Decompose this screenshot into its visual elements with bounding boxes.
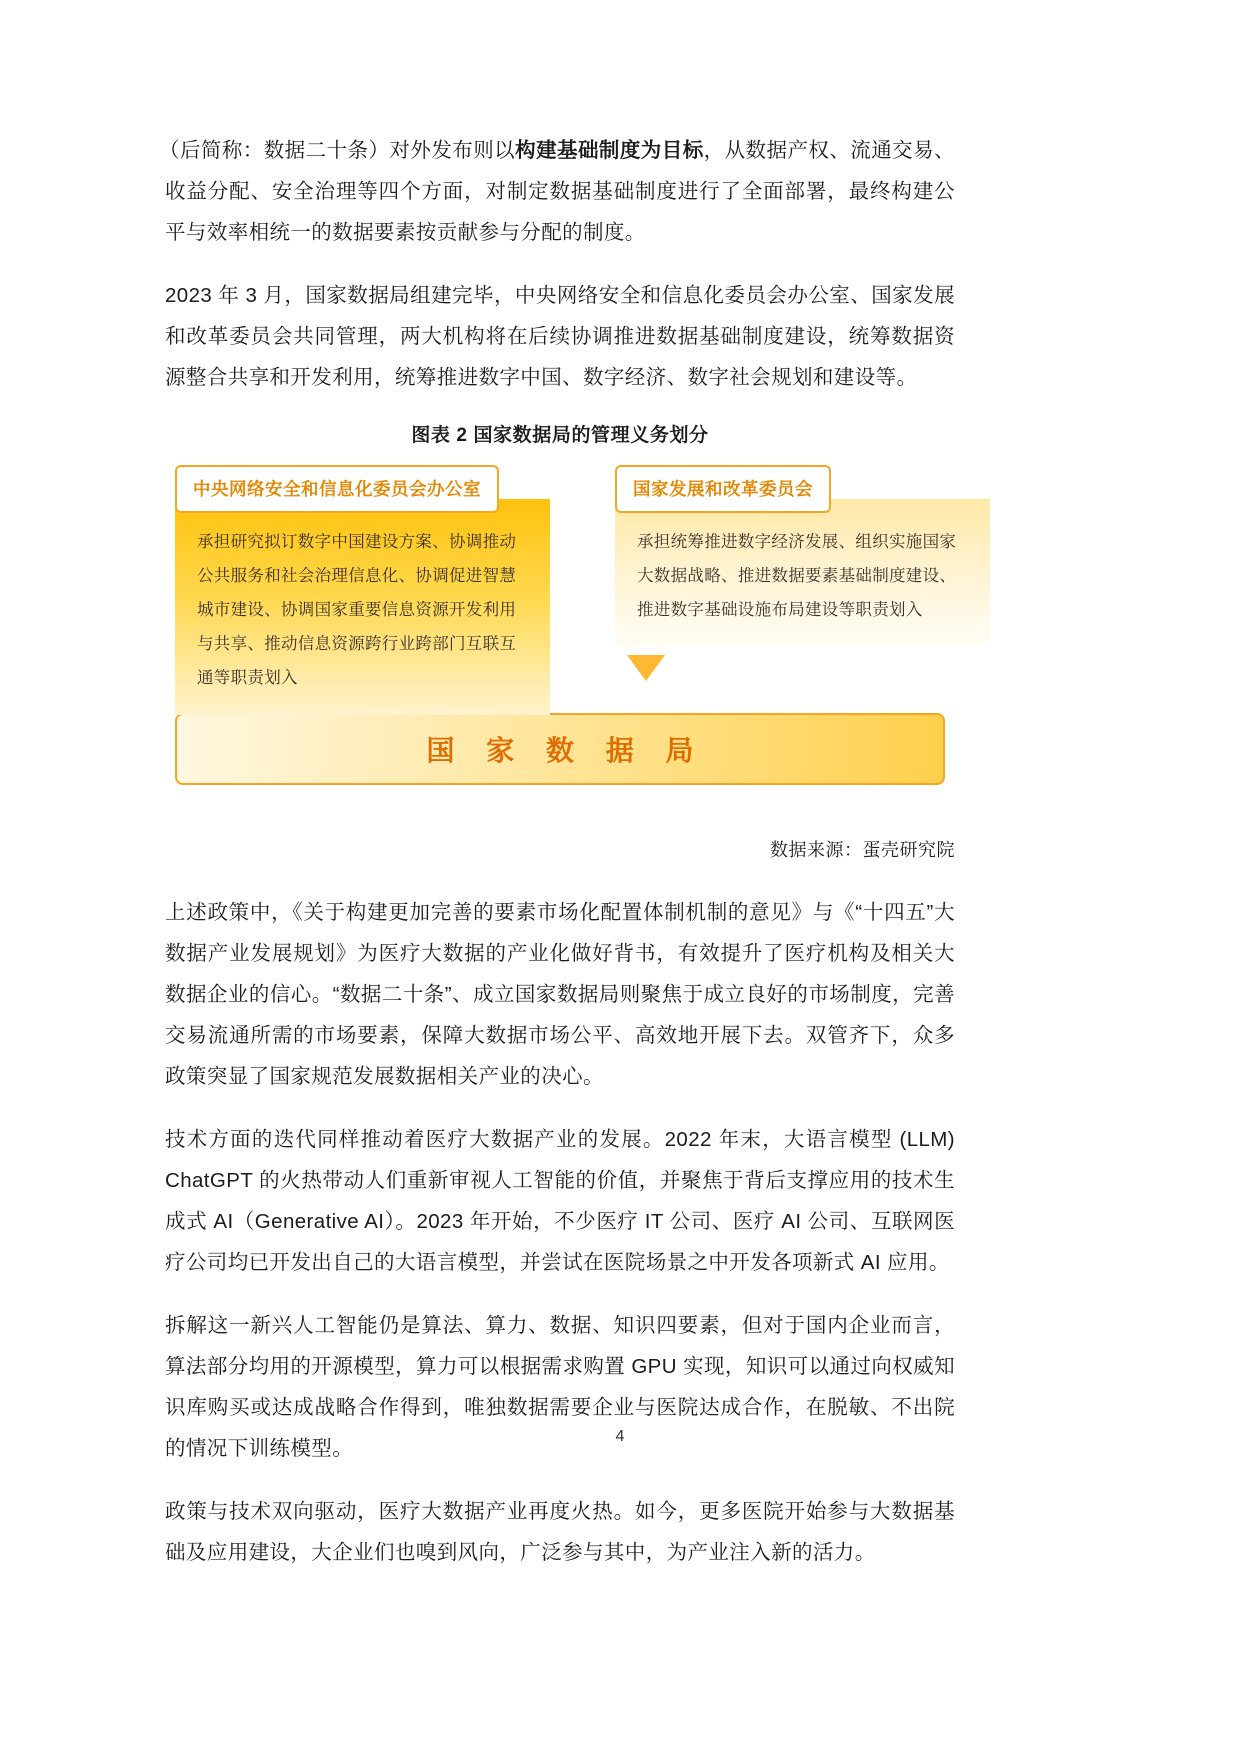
figure-caption: 图表 2 国家数据局的管理义务划分: [411, 425, 709, 446]
paragraph-3: 上述政策中，《关于构建更加完善的要素市场化配置体制机制的意见》与《“十四五”大数据产业发展规划》为医疗大数据的产业化做好背书，有效提升了医疗机构及相关大数据企业的信心。“数据二十条”、成立国家数据局则聚焦于成立良好的市场制度，完善交易流通所需的市场要素，保障大数据市场公平、高效地开展下去。双管齐下，众多政策突显了国家规范发展数据相关产业的决心。: [165, 901, 955, 1088]
paragraph-1-part-2-bold: 构建基础制度为目标: [515, 139, 704, 162]
paragraph-6: 政策与技术双向驱动，医疗大数据产业再度火热。如今，更多医院开始参与大数据基础及应用建设，大企业们也嗅到风向，广泛参与其中，为产业注入新的活力。: [165, 1500, 955, 1564]
diagram-node-1: [175, 465, 550, 715]
page-number: 4: [615, 1428, 625, 1445]
down-arrow-icon-right: [627, 655, 665, 681]
paragraph-1-part-3: ，从数据产权、流通交易、收益分配、安全治理等四个方面，对制定数据基础制度进行了全面部署，最终构建公平与效率相统一的数据要素按贡献参与分配的制度。: [165, 139, 955, 244]
diagram-node-2-body: 承担统筹推进数字经济发展、组织实施国家大数据战略、推进数据要素基础制度建设、推进数字基础设施布局建设等职责划入: [615, 499, 990, 647]
diagram-result-node: [175, 713, 945, 785]
paragraph-4: 技术方面的迭代同样推动着医疗大数据产业的发展。2022 年末，大语言模型 (LLM) ChatGPT 的火热带动人们重新审视人工智能的价值，并聚焦于背后支撑应用的技术生成式 AI（Generative AI）。2023 年开始，不少医疗 IT 公司、医疗 AI 公司、互联网医疗公司均已开发出自己的大语言模型，并尝试在医院场景之中开发各项新式 AI 应用。: [165, 1128, 955, 1274]
figure-source: 数据来源：蛋壳研究院: [770, 840, 955, 860]
diagram-result-label: 国 家 数 据 局: [426, 735, 706, 766]
paragraph-5: 拆解这一新兴人工智能仍是算法、算力、数据、知识四要素，但对于国内企业而言，算法部分均用的开源模型，算力可以根据需求购置 GPU 实现，知识可以通过向权威知识库购买或达成战略合作得到，唯独数据需要企业与医院达成合作，在脱敏、不出院的情况下训练模型。: [165, 1314, 955, 1460]
figure-diagram: [165, 465, 955, 810]
paragraph-1-part-1: （后简称：数据二十条）对外发布则以: [159, 139, 516, 162]
diagram-node-2: [615, 465, 990, 647]
paragraph-1: [159, 130, 955, 253]
paragraph-2: 2023 年 3 月，国家数据局组建完毕，中央网络安全和信息化委员会办公室、国家发展和改革委员会共同管理，两大机构将在后续协调推进数据基础制度建设，统筹数据资源整合共享和开发利用，统筹推进数字中国、数字经济、数字社会规划和建设等。: [165, 284, 955, 389]
diagram-node-1-body: 承担研究拟订数字中国建设方案、协调推动公共服务和社会治理信息化、协调促进智慧城市建设、协调国家重要信息资源开发利用与共享、推动信息资源跨行业跨部门互联互通等职责划入: [175, 499, 550, 715]
page-content: [159, 130, 957, 1595]
diagram-node-2-title: 国家发展和改革委员会: [615, 465, 831, 513]
diagram-node-1-title: 中央网络安全和信息化委员会办公室: [175, 465, 499, 513]
